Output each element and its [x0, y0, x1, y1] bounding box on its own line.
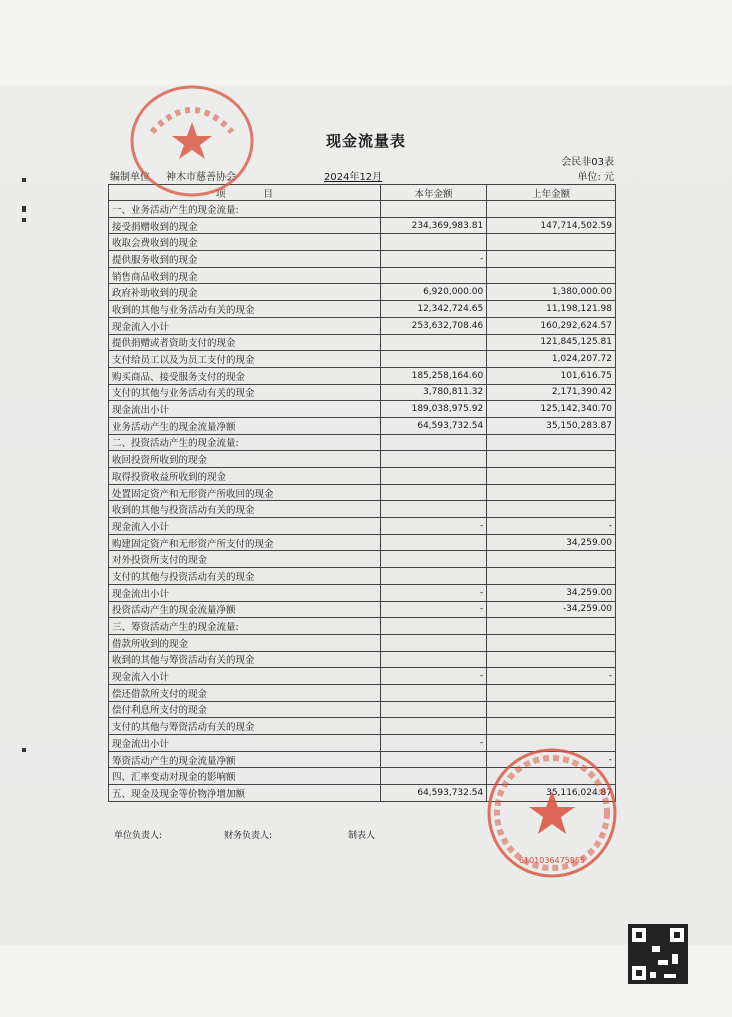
- row-previous-amount: -: [487, 751, 616, 768]
- row-current-amount: -: [380, 668, 486, 685]
- table-row: [109, 534, 616, 551]
- row-previous-amount: 147,714,502.59: [487, 217, 616, 234]
- row-previous-amount: [487, 451, 616, 468]
- scan-mark: [22, 748, 26, 752]
- row-previous-amount: 2,171,390.42: [487, 384, 616, 401]
- compiler-label: 编制单位: [110, 172, 150, 183]
- table-row: [109, 401, 616, 418]
- row-current-amount: 3,780,811.32: [380, 384, 486, 401]
- report-period: 2024年12月: [324, 172, 383, 183]
- row-current-amount: [380, 768, 486, 785]
- row-current-amount: -: [380, 251, 486, 268]
- row-label: 支付的其他与业务活动有关的现金: [109, 384, 381, 401]
- table-row: [109, 668, 616, 685]
- column-header-item: 项 目: [109, 185, 381, 201]
- row-label: 购买商品、接受服务支付的现金: [109, 367, 381, 384]
- row-current-amount: [380, 684, 486, 701]
- table-row: [109, 451, 616, 468]
- row-previous-amount: [487, 651, 616, 668]
- row-current-amount: [380, 234, 486, 251]
- table-row: [109, 684, 616, 701]
- row-current-amount: [380, 484, 486, 501]
- row-label: 支付给员工以及为员工支付的现金: [109, 351, 381, 368]
- table-row: [109, 234, 616, 251]
- row-previous-amount: 1,024,207.72: [487, 351, 616, 368]
- row-previous-amount: 34,259.00: [487, 584, 616, 601]
- row-current-amount: 189,038,975.92: [380, 401, 486, 418]
- table-row: [109, 501, 616, 518]
- column-header-current: 本年金额: [380, 185, 486, 201]
- table-row: [109, 484, 616, 501]
- row-previous-amount: 11,198,121.98: [487, 301, 616, 318]
- row-label: 对外投资所支付的现金: [109, 551, 381, 568]
- row-previous-amount: -: [487, 668, 616, 685]
- row-label: 五、现金及现金等价物净增加额: [109, 785, 381, 802]
- row-label: 筹资活动产生的现金流量净额: [109, 751, 381, 768]
- row-previous-amount: [487, 468, 616, 485]
- row-previous-amount: 35,116,024.87: [487, 785, 616, 802]
- row-previous-amount: [487, 267, 616, 284]
- row-current-amount: [380, 201, 486, 218]
- table-row: [109, 468, 616, 485]
- row-previous-amount: [487, 201, 616, 218]
- row-label: 销售商品收到的现金: [109, 267, 381, 284]
- row-label: 现金流入小计: [109, 317, 381, 334]
- row-label: 业务活动产生的现金流量净额: [109, 417, 381, 434]
- row-label: 偿付利息所支付的现金: [109, 701, 381, 718]
- row-current-amount: [380, 634, 486, 651]
- row-current-amount: 64,593,732.54: [380, 417, 486, 434]
- table-row: [109, 217, 616, 234]
- table-row: [109, 601, 616, 618]
- row-current-amount: 12,342,724.65: [380, 301, 486, 318]
- row-previous-amount: [487, 634, 616, 651]
- row-previous-amount: [487, 568, 616, 585]
- row-previous-amount: [487, 701, 616, 718]
- row-current-amount: [380, 267, 486, 284]
- table-row: [109, 651, 616, 668]
- column-header-previous: 上年金额: [487, 185, 616, 201]
- row-current-amount: 185,258,164.60: [380, 367, 486, 384]
- row-current-amount: -: [380, 601, 486, 618]
- row-current-amount: -: [380, 518, 486, 535]
- row-label: 现金流入小计: [109, 518, 381, 535]
- table-row: [109, 417, 616, 434]
- table-row: [109, 584, 616, 601]
- form-number: 会民非03表: [561, 157, 614, 168]
- row-previous-amount: 121,845,125.81: [487, 334, 616, 351]
- cash-flow-table: [108, 184, 616, 802]
- row-current-amount: -: [380, 735, 486, 752]
- row-label: 现金流出小计: [109, 584, 381, 601]
- row-label: 偿还借款所支付的现金: [109, 684, 381, 701]
- table-row: [109, 718, 616, 735]
- table-row: [109, 518, 616, 535]
- row-label: 收到的其他与投资活动有关的现金: [109, 501, 381, 518]
- row-previous-amount: [487, 501, 616, 518]
- row-current-amount: [380, 468, 486, 485]
- row-current-amount: 253,632,708.46: [380, 317, 486, 334]
- table-row: [109, 284, 616, 301]
- table-body: [109, 201, 616, 802]
- table-row: [109, 618, 616, 635]
- row-previous-amount: [487, 684, 616, 701]
- row-current-amount: [380, 351, 486, 368]
- row-current-amount: [380, 618, 486, 635]
- footer-finance-head: 财务负责人:: [224, 831, 273, 841]
- row-label: 四、汇率变动对现金的影响额: [109, 768, 381, 785]
- unit-text: 单位: 元: [577, 172, 614, 183]
- table-row: [109, 267, 616, 284]
- row-previous-amount: [487, 551, 616, 568]
- row-current-amount: [380, 551, 486, 568]
- row-current-amount: [380, 701, 486, 718]
- table-row: [109, 367, 616, 384]
- row-previous-amount: 35,150,283.87: [487, 417, 616, 434]
- row-previous-amount: 125,142,340.70: [487, 401, 616, 418]
- footer-unit-head: 单位负责人:: [114, 831, 163, 841]
- row-label: 提供捐赠或者资助支付的现金: [109, 334, 381, 351]
- scan-mark: [22, 218, 26, 222]
- table-row: [109, 634, 616, 651]
- unit-value: 元: [604, 172, 614, 183]
- table-row: [109, 201, 616, 218]
- row-label: 处置固定资产和无形资产所收回的现金: [109, 484, 381, 501]
- table-row: [109, 701, 616, 718]
- row-current-amount: -: [380, 584, 486, 601]
- row-label: 收到的其他与业务活动有关的现金: [109, 301, 381, 318]
- row-current-amount: [380, 534, 486, 551]
- row-label: 支付的其他与筹资活动有关的现金: [109, 718, 381, 735]
- table-row: [109, 251, 616, 268]
- row-previous-amount: [487, 718, 616, 735]
- table-row: [109, 351, 616, 368]
- row-label: 一、业务活动产生的现金流量:: [109, 201, 381, 218]
- row-current-amount: [380, 501, 486, 518]
- row-label: 现金流出小计: [109, 401, 381, 418]
- row-previous-amount: [487, 434, 616, 451]
- table-row: [109, 434, 616, 451]
- row-previous-amount: -34,259.00: [487, 601, 616, 618]
- row-current-amount: [380, 718, 486, 735]
- row-label: 收取会费收到的现金: [109, 234, 381, 251]
- row-current-amount: [380, 568, 486, 585]
- row-current-amount: 234,369,983.81: [380, 217, 486, 234]
- footer-preparer: 制表人: [348, 831, 376, 841]
- row-label: 现金流出小计: [109, 735, 381, 752]
- row-previous-amount: 101,616.75: [487, 367, 616, 384]
- row-previous-amount: [487, 484, 616, 501]
- row-label: 购建固定资产和无形资产所支付的现金: [109, 534, 381, 551]
- row-current-amount: 64,593,732.54: [380, 785, 486, 802]
- row-label: 收回投资所收到的现金: [109, 451, 381, 468]
- row-previous-amount: [487, 234, 616, 251]
- row-previous-amount: [487, 251, 616, 268]
- scan-mark: [22, 178, 26, 182]
- row-previous-amount: 160,292,624.57: [487, 317, 616, 334]
- table-row: [109, 568, 616, 585]
- row-current-amount: [380, 434, 486, 451]
- row-label: 借款所收到的现金: [109, 634, 381, 651]
- table-row: [109, 317, 616, 334]
- row-label: 接受捐赠收到的现金: [109, 217, 381, 234]
- row-label: 二、投资活动产生的现金流量:: [109, 434, 381, 451]
- row-current-amount: [380, 651, 486, 668]
- row-previous-amount: -: [487, 518, 616, 535]
- row-current-amount: [380, 751, 486, 768]
- row-current-amount: [380, 334, 486, 351]
- row-label: 三、筹资活动产生的现金流量:: [109, 618, 381, 635]
- seal-number: 6101036475855: [518, 856, 586, 865]
- row-current-amount: [380, 451, 486, 468]
- qr-code: [628, 924, 688, 984]
- table-row: [109, 384, 616, 401]
- accounting-firm-seal: [484, 745, 620, 881]
- row-previous-amount: 1,380,000.00: [487, 284, 616, 301]
- row-current-amount: 6,920,000.00: [380, 284, 486, 301]
- unit-label: 单位: [577, 172, 598, 183]
- row-label: 政府补助收到的现金: [109, 284, 381, 301]
- association-seal: [128, 82, 256, 200]
- scan-mark: [22, 206, 26, 212]
- row-previous-amount: [487, 618, 616, 635]
- row-label: 投资活动产生的现金流量净额: [109, 601, 381, 618]
- page-title: 现金流量表: [325, 132, 406, 150]
- row-label: 现金流入小计: [109, 668, 381, 685]
- row-label: 取得投资收益所收到的现金: [109, 468, 381, 485]
- row-previous-amount: 34,259.00: [487, 534, 616, 551]
- row-label: 支付的其他与投资活动有关的现金: [109, 568, 381, 585]
- row-label: 收到的其他与筹资活动有关的现金: [109, 651, 381, 668]
- compiler-name: 神木市慈善协会: [166, 172, 236, 183]
- row-label: 提供服务收到的现金: [109, 251, 381, 268]
- table-row: [109, 301, 616, 318]
- table-row: [109, 551, 616, 568]
- table-row: [109, 334, 616, 351]
